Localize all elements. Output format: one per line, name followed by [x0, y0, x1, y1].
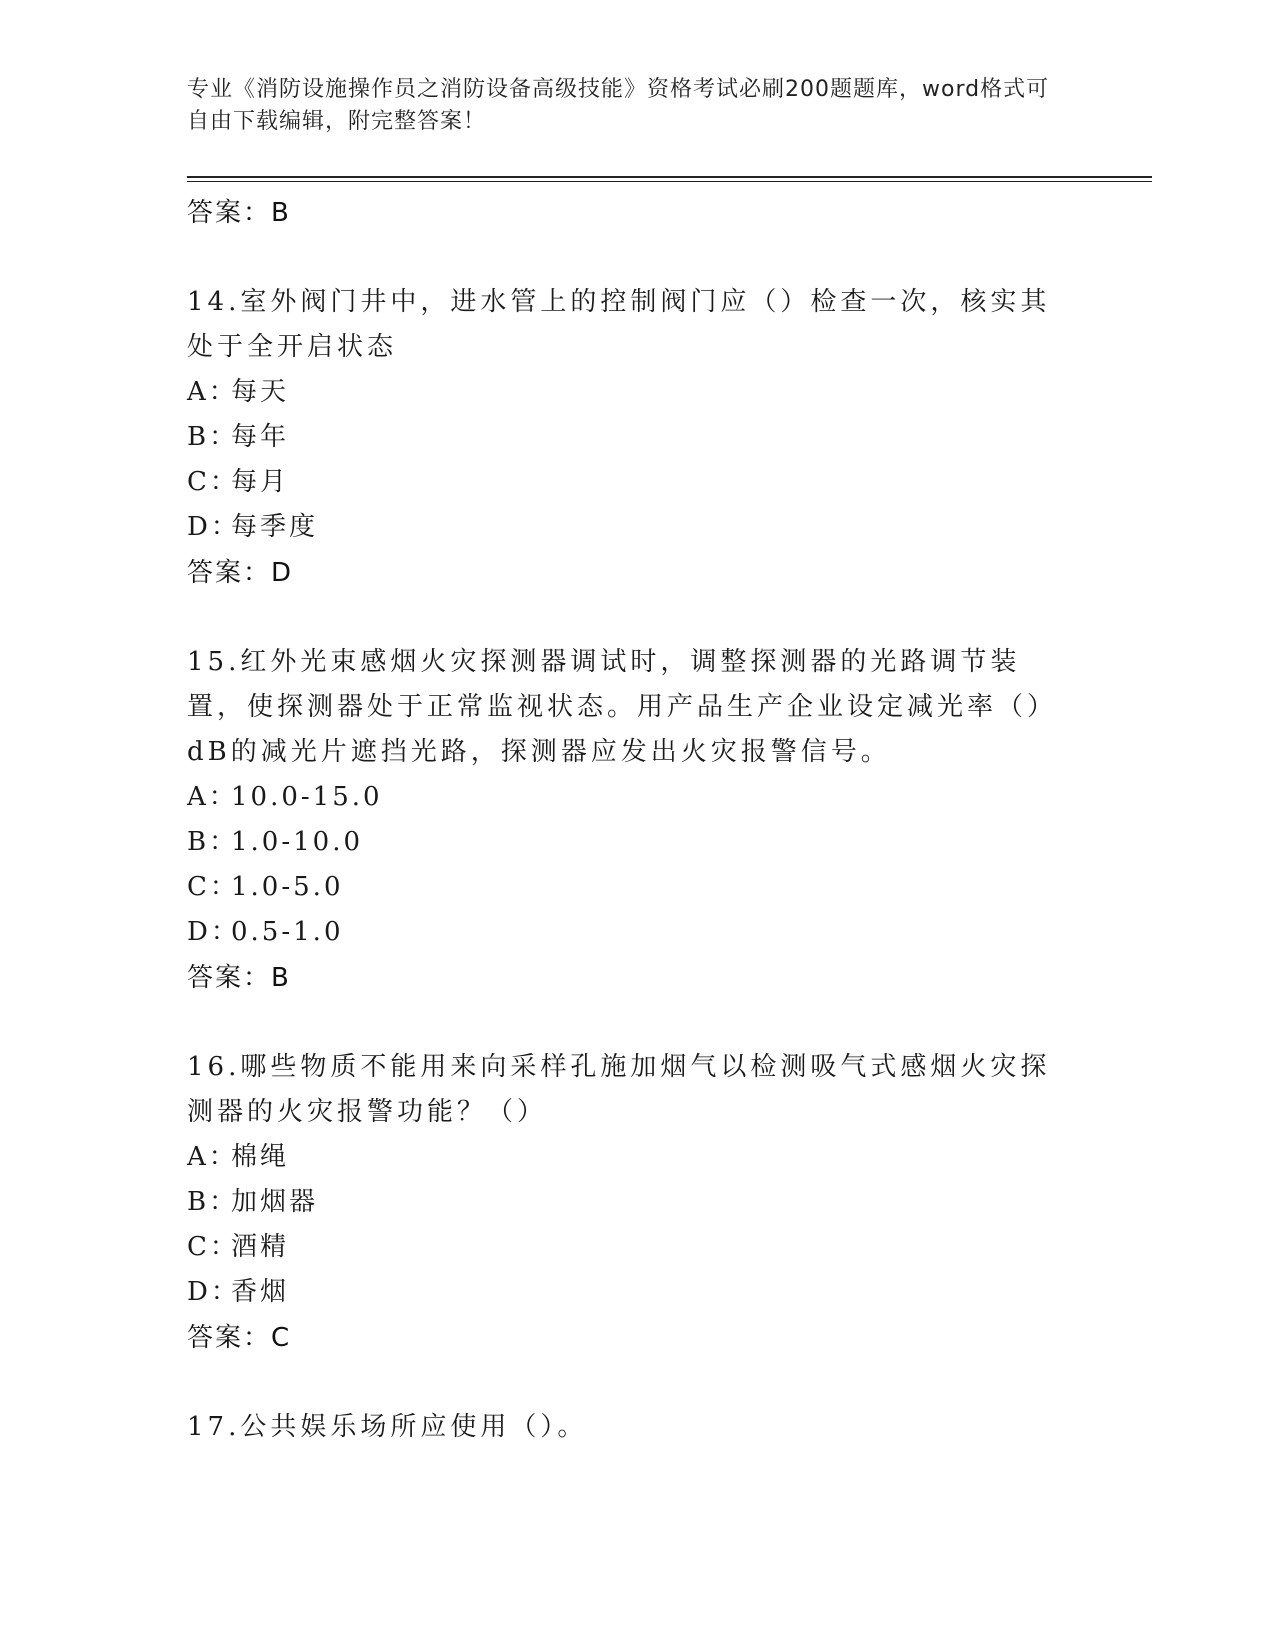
question-14-option-a [187, 370, 1087, 415]
option-label: D： [187, 512, 240, 542]
option-label: D： [187, 917, 240, 947]
option-label: C： [187, 467, 239, 497]
question-14-option-b [187, 415, 1087, 460]
answer-13: 答案：B [187, 198, 291, 228]
answer-14: 答案：D [187, 558, 294, 588]
option-label: D： [187, 1277, 240, 1307]
option-label: B： [187, 1187, 239, 1217]
question-15-stem: 15.红外光束感烟火灾探测器调试时，调整探测器的光路调节装置，使探测器处于正常监视状态。用产品生产企业设定减光率（）dB的减光片遮挡光路，探测器应发出火灾报警信号。 [187, 647, 1058, 767]
option-text: 1.0-5.0 [231, 872, 344, 902]
option-text: 棉绳 [231, 1142, 290, 1172]
option-text: 每月 [231, 467, 290, 497]
option-text: 酒精 [231, 1232, 290, 1262]
question-14-stem: 14.室外阀门井中，进水管上的控制阀门应（）检查一次，核实其处于全开启状态 [187, 287, 1051, 362]
option-text: 0.5-1.0 [231, 917, 344, 947]
option-text: 每年 [231, 422, 290, 452]
question-16-stem: 16.哪些物质不能用来向采样孔施加烟气以检测吸气式感烟火灾探测器的火灾报警功能？（） [187, 1052, 1051, 1127]
option-label: B： [187, 827, 239, 857]
option-label: A： [187, 1142, 238, 1172]
option-text: 每季度 [231, 512, 319, 542]
option-text: 每天 [231, 377, 290, 407]
option-label: C： [187, 1232, 239, 1262]
question-15-option-d [187, 910, 1087, 955]
question-16-option-c [187, 1225, 1087, 1270]
question-17-stem: 17.公共娱乐场所应使用（）。 [187, 1412, 588, 1442]
option-label: A： [187, 377, 238, 407]
option-text: 1.0-10.0 [231, 827, 364, 857]
question-15-option-a [187, 775, 1087, 820]
question-15-option-c [187, 865, 1087, 910]
question-16-option-b [187, 1180, 1087, 1225]
question-14-option-d [187, 505, 1087, 550]
question-15-option-b [187, 820, 1087, 865]
question-16-option-a [187, 1135, 1087, 1180]
question-16-option-d [187, 1270, 1087, 1315]
option-label: A： [187, 782, 238, 812]
option-text: 香烟 [231, 1277, 290, 1307]
answer-15: 答案：B [187, 963, 291, 993]
header-divider-thick [187, 176, 1152, 178]
question-list [187, 190, 1087, 1450]
option-text: 加烟器 [231, 1187, 319, 1217]
header-divider-thin [187, 181, 1152, 182]
option-text: 10.0-15.0 [231, 782, 383, 812]
question-14-option-c [187, 460, 1087, 505]
answer-16: 答案：C [187, 1323, 292, 1353]
option-label: C： [187, 872, 239, 902]
document-header: 专业《消防设施操作员之消防设备高级技能》资格考试必刷200题题库，word格式可自由下载编辑，附完整答案！ [187, 77, 1050, 134]
option-label: B： [187, 422, 239, 452]
